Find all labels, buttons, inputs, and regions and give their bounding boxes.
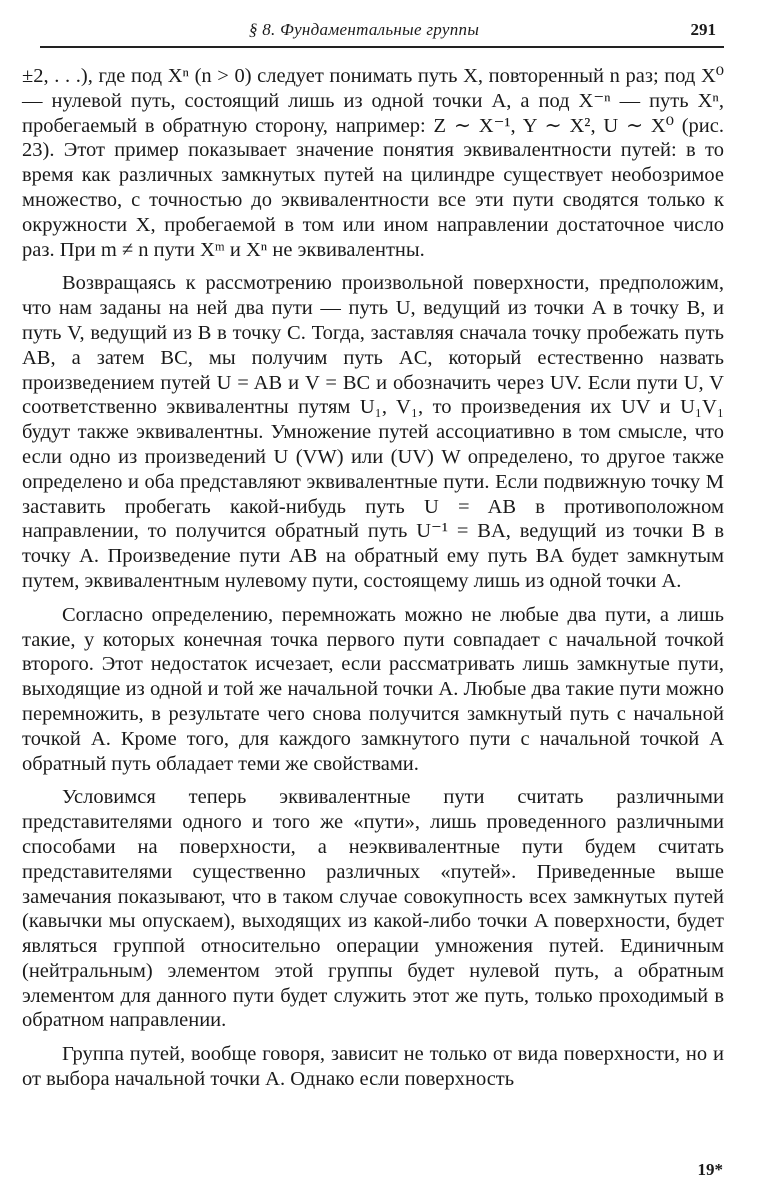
- header-rule: [40, 46, 724, 48]
- paragraph-5: Группа путей, вообще говоря, зависит не только от вида поверхности, но и от выбора начальной точки A. Однако если поверхность: [22, 1043, 724, 1091]
- signature-mark: 19*: [697, 1160, 723, 1179]
- paragraph-1: ±2, . . .), где под Xⁿ (n > 0) следует понимать путь X, повторенный n раз; под X⁰ — нулевой путь, состоящий лишь из одной точки A, а под X⁻ⁿ — путь Xⁿ, пробегаемый в обратную сторону, например: Z ∼ X⁻¹, Y ∼ X², U ∼ X⁰ (рис. 23). Этот пример показывает значение понятия эквивалентности путей: в то время как различных замкнутых путей на цилиндре существует необозримое множество, с точностью до эквивалентности все эти пути сводятся только к окружности X, пробегаемой в том или ином направлении достаточное число раз. При m ≠ n пути Xᵐ и Xⁿ не эквивалентны.: [22, 65, 724, 261]
- page-number: 291: [690, 20, 716, 39]
- main-text: [22, 64, 724, 1092]
- paragraph-2: Возвращаясь к рассмотрению произвольной поверхности, предположим, что нам заданы на ней два пути — путь U, ведущий из точки A в точку B, и путь V, ведущий из B в точку C. Тогда, заставляя сначала точку пробежать путь AB, а затем BC, мы получим путь AC, который естественно назвать произведением путей U = AB и V = BC и обозначить через UV. Если пути U, V соответственно эквивалентны путям U₁, V₁, то произведения их UV и U₁V₁ будут также эквивалентны. Умножение путей ассоциативно в том смысле, что если одно из произведений U (VW) или (UV) W определено, то другое также определено и оба представляют эквивалентные пути. Если подвижную точку M заставить пробегать какой-нибудь путь U = AB в противоположном направлении, то получится обратный путь U⁻¹ = BA, ведущий из точки B в точку A. Произведение пути AB на обратный ему путь BA будет замкнутым путем, эквивалентным нулевому пути, состоящему лишь из одной точки A.: [22, 272, 724, 592]
- running-header: [44, 18, 724, 44]
- paragraph-4: Условимся теперь эквивалентные пути считать различными представителями одного и того же «пути», лишь проведенного различными способами на поверхности, а неэквивалентные пути будем считать представителями существенно различных «путей». Приведенные выше замечания показывают, что в таком случае совокупность всех замкнутых путей (кавычки мы опускаем), выходящих из какой-либо точки A поверхности, будет являться группой относительно операции умножения путей. Единичным (нейтральным) элементом этой группы будет нулевой путь, а обратным элементом для данного пути будет служить этот же путь, только проходимый в обратном направлении.: [22, 786, 724, 1032]
- section-title: § 8. Фундаментальные группы: [248, 20, 480, 39]
- paragraph-3: Согласно определению, перемножать можно не любые два пути, а лишь такие, у которых конечная точка первого пути совпадает с начальной точкой второго. Этот недостаток исчезает, если рассматривать лишь замкнутые пути, выходящие из одной и той же начальной точки A. Любые два такие пути можно перемножить, в результате чего снова получится замкнутый путь с начальной точкой A. Кроме того, для каждого замкнутого пути с начальной точкой A обратный путь обладает теми же свойствами.: [22, 603, 724, 775]
